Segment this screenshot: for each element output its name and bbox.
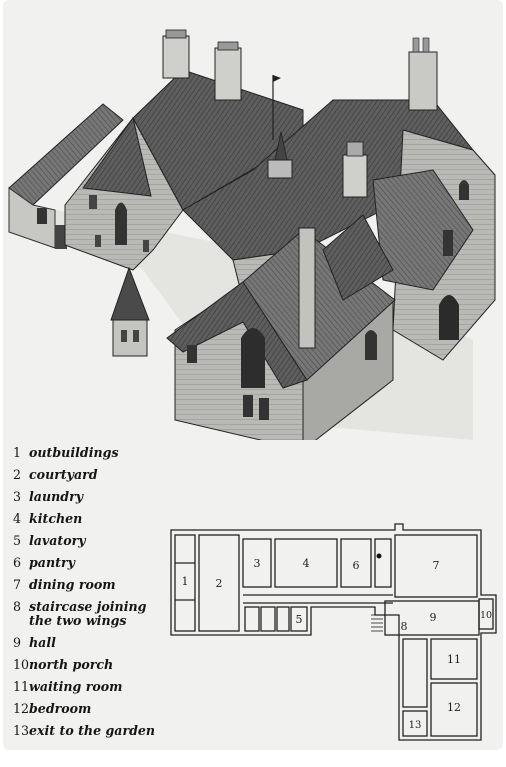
legend-number: 8 [13,599,22,614]
legend-label: waiting room [29,679,123,694]
legend-number: 11 [13,679,30,694]
legend-item-7 [13,578,163,600]
plan-number-4: 4 [302,557,310,570]
plan-number-13: 13 [408,720,422,731]
room-legend [13,446,163,746]
illustration-plate [3,0,503,750]
legend-number: 10 [13,657,30,672]
legend-item-1 [13,446,163,468]
legend-number: 7 [13,577,22,592]
legend-label: bedroom [29,701,92,716]
legend-number: 12 [13,701,30,716]
plan-number-11: 11 [447,653,461,666]
legend-item-10 [13,658,163,680]
floor-plan [163,515,503,747]
legend-number: 4 [13,511,22,526]
legend-number: 13 [13,723,30,738]
legend-label: courtyard [29,467,98,482]
legend-number: 9 [13,635,22,650]
legend-item-5 [13,534,163,556]
legend-number: 3 [13,489,22,504]
legend-label: exit to the garden [29,723,156,738]
legend-item-12 [13,702,163,724]
legend-item-6 [13,556,163,578]
plan-number-2: 2 [215,577,223,590]
plan-number-9: 9 [429,611,437,624]
plan-number-3: 3 [253,557,261,570]
plan-number-7: 7 [432,559,440,572]
legend-label: outbuildings [29,445,119,460]
legend-label: dining room [29,577,116,592]
plan-number-6: 6 [352,559,360,572]
legend-label: staircase joining the two wings [29,599,147,628]
house-aerial-drawing [3,0,503,440]
legend-label: north porch [29,657,114,672]
legend-label: pantry [29,555,75,570]
legend-item-11 [13,680,163,702]
legend-number: 5 [13,533,22,548]
plan-number-5: 5 [295,613,303,626]
room-6b [375,539,391,587]
legend-item-9 [13,636,163,658]
legend-label: kitchen [29,511,83,526]
plan-number-1: 1 [181,575,189,588]
legend-number: 2 [13,467,22,482]
plan-number-10: 10 [479,610,493,621]
legend-item-3 [13,490,163,512]
legend-number: 1 [13,445,22,460]
legend-label: laundry [29,489,84,504]
legend-label: hall [29,635,56,650]
legend-number: 6 [13,555,22,570]
legend-item-8 [13,600,163,636]
legend-item-4 [13,512,163,534]
plan-number-12: 12 [447,701,461,714]
legend-item-13 [13,724,163,746]
legend-item-2 [13,468,163,490]
legend-label: lavatory [29,533,86,548]
plan-number-8: 8 [400,620,408,633]
